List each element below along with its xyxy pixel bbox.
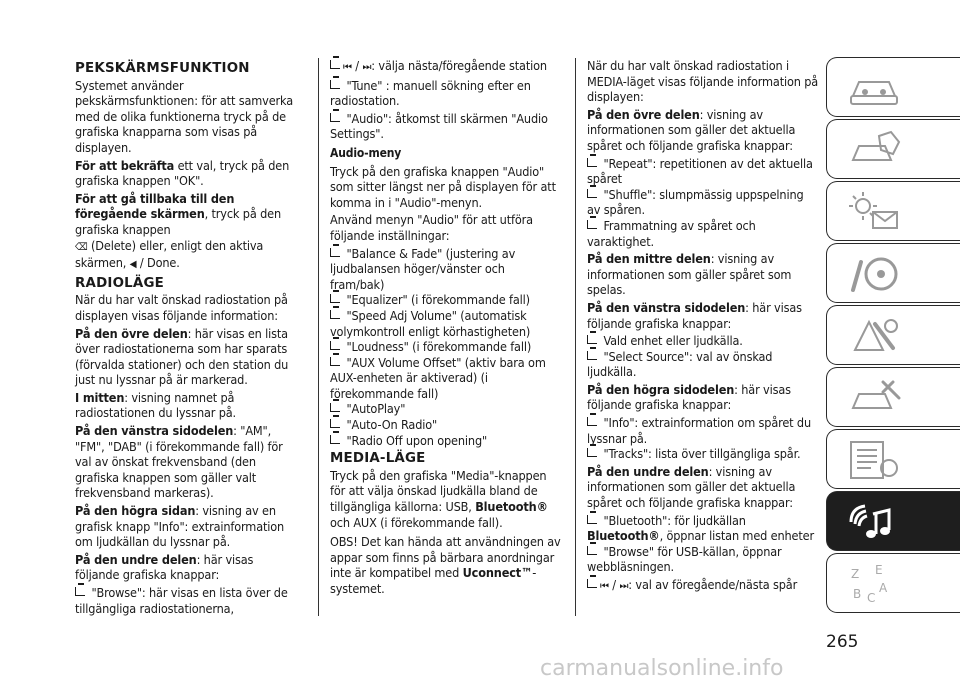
bullet-icon (587, 546, 597, 555)
bullet-icon (587, 417, 597, 426)
bullet-item: "Browse" för USB-källan, öppnar webbläsningen. (587, 543, 782, 575)
bullet-item: "Balance & Fade" (justering av ljudbalansen höger/vänster och fram/bak) (330, 245, 516, 292)
next-track-icon: ⏭ (362, 62, 372, 73)
bullet-item: "Loudness" (i förekommande fall) (330, 339, 562, 355)
bullet-icon (330, 357, 340, 366)
previous-track-icon: ⏮ (343, 62, 352, 73)
page-number: 265 (826, 632, 859, 652)
tab-lights[interactable] (826, 181, 960, 241)
bullet-item: "Browse": här visas en lista över de tillgängliga radiostationerna, (75, 585, 288, 616)
svg-text:E: E (875, 563, 883, 577)
bullet-item: ⏮ / ⏭: val av föregående/nästa spår (587, 577, 819, 595)
bullet-item: "Radio Off upon opening" (330, 433, 562, 449)
watermark: carmanualsonline.info (540, 656, 784, 681)
subheading-audio-meny: Audio-meny (330, 145, 402, 160)
delete-icon: ⌫ (75, 241, 88, 253)
bullet-icon (330, 80, 340, 89)
paragraph: För att bekräfta ett val, tryck på den grafiska knappen "OK". (75, 157, 290, 189)
paragraph: På den vänstra sidodelen: "AM", "FM", "DAB" (i förekommande fall) för val av önskat frekvensband (den grafiska knappen som gäller valt frekvensband markeras). (75, 423, 283, 501)
bullet-item: "Speed Adj Volume" (automatisk volymkontroll enligt körhastigheten) (330, 307, 531, 339)
paragraph: På den undre delen: visning av informationen som gäller det aktuella spåret och följande grafiska knappar: (587, 463, 796, 511)
bullet-icon (330, 435, 340, 444)
column-3 (587, 58, 819, 597)
bullet-icon (330, 113, 340, 122)
previous-track-icon: ⏮ (600, 581, 609, 592)
bullet-icon (587, 351, 597, 360)
bullet-icon (330, 294, 340, 303)
bullet-icon (587, 515, 597, 524)
paragraph: För att gå tillbaka till den föregående skärmen, tryck på den grafiska knappen ⌫ (Delete) eller, enligt den aktiva skärmen, ◀ / Done. (75, 190, 281, 271)
heading-media-lage: MEDIA-LÄGE (330, 451, 426, 467)
bullet-icon (330, 248, 340, 257)
bullet-item: "Shuffle": slumpmässig uppspelning av spåren. (587, 186, 804, 218)
bullet-icon (587, 158, 597, 167)
bullet-item: "Auto-On Radio" (330, 417, 562, 433)
column-1 (75, 58, 301, 618)
column-2 (330, 58, 562, 599)
svg-text:A: A (879, 581, 888, 595)
service-maintenance-icon (845, 376, 905, 420)
tab-emergency[interactable] (826, 305, 960, 365)
heading-pekskarmsfunktion: PEKSKÄRMSFUNKTION (75, 61, 250, 76)
tab-multimedia[interactable] (826, 491, 960, 551)
bullet-item: "Info": extrainformation om spåret du lyssnar på. (587, 415, 811, 446)
tab-index[interactable] (826, 553, 960, 613)
paragraph: När du har valt önskad radiostation i MEDIA-läget visas följande information på displayen: (587, 58, 819, 105)
bullet-icon (587, 335, 597, 344)
paragraph: På den övre delen: visning av informationen som gäller det aktuella spåret och följande grafiska knappar: (587, 106, 796, 153)
bullet-item: Frammatning av spåret och varaktighet. (587, 217, 756, 249)
heading-radiolage: RADIOLÄGE (75, 275, 164, 291)
alphabetical-index-icon (845, 562, 905, 606)
paragraph: Systemet använder pekskärmsfunktionen: för att samverka med de olika funktionerna tryck på de grafiska knapparna som visas på displayen. (75, 77, 294, 155)
paragraph: På den högra sidan: visning av en grafisk knapp "Info": extrainformation om ljudkällan du lyssnar på. (75, 503, 285, 550)
svg-text:B: B (853, 587, 862, 601)
bullet-icon (587, 448, 597, 457)
bullet-item: Vald enhet eller ljudkälla. (587, 333, 819, 349)
bullet-item: ⏮ / ⏭: välja nästa/föregående station (330, 58, 562, 76)
column-divider (318, 58, 319, 616)
bullet-icon (330, 419, 340, 428)
bullet-item: "Equalizer" (i förekommande fall) (330, 292, 562, 308)
paragraph: På den övre delen: här visas en lista över radiostationerna som har sparats (förvalda stationer) och den station du just nu lyssnar på är markerad. (75, 325, 289, 388)
paragraph: På den högra sidodelen: här visas följande grafiska knappar: (587, 381, 791, 413)
paragraph: När du har valt önskad radiostation på displayen visas följande information: (75, 292, 288, 323)
chapter-tabs (826, 57, 960, 615)
bullet-item: "Tune" : manuell sökning efter en radiostation. (330, 77, 531, 109)
bullet-icon (330, 60, 340, 69)
tab-driving[interactable] (826, 243, 960, 303)
bullet-item: "Tracks": lista över tillgängliga spår. (587, 446, 819, 462)
car-safety-icon (845, 128, 905, 172)
bullet-item: "AutoPlay" (330, 401, 562, 417)
back-arrow-icon: ◀ (129, 259, 137, 271)
paragraph: På den vänstra sidodelen: här visas följande grafiska knappar: (587, 299, 802, 331)
paragraph: Tryck på den grafiska knappen "Audio" som sitter längst ner på displayen för att komma in i "Audio"-menyn. (330, 163, 556, 210)
bullet-icon (330, 310, 340, 319)
tab-specs[interactable] (826, 429, 960, 489)
car-dashboard-icon (845, 66, 905, 110)
lights-warning-icon (845, 190, 905, 234)
svg-text:C: C (867, 591, 876, 605)
bullet-icon (330, 403, 340, 412)
bullet-icon (75, 587, 85, 596)
steering-wheel-icon (845, 252, 905, 296)
bullet-item: "Audio": åtkomst till skärmen "Audio Settings". (330, 110, 548, 142)
bullet-icon (587, 220, 597, 229)
next-track-icon: ⏭ (619, 581, 629, 592)
paragraph: OBS! Det kan hända att användningen av appar som finns på bärbara anordningar inte är kompatibel med Uconnect™-systemet. (330, 534, 561, 596)
tab-dashboard[interactable] (826, 57, 960, 117)
bullet-item: "Repeat": repetitionen av det aktuella spåret (587, 155, 813, 187)
column-divider (575, 58, 576, 616)
tab-safety[interactable] (826, 119, 960, 179)
paragraph: På den mittre delen: visning av informationen som gäller spåret som spelas. (587, 251, 792, 298)
bullet-icon (587, 189, 597, 198)
emergency-tools-icon (845, 314, 905, 358)
paragraph: Använd menyn "Audio" för att utföra följande inställningar: (330, 212, 533, 243)
bullet-icon (587, 579, 597, 588)
svg-text:Z: Z (851, 567, 860, 581)
paragraph: I mitten: visning namnet på radiostationen du lyssnar på. (75, 389, 237, 421)
bullet-item: "AUX Volume Offset" (aktiv bara om AUX-enheten är aktiverad) (i förekommande fall) (330, 354, 546, 401)
paragraph: Tryck på den grafiska "Media"-knappen för att välja önskad ljudkälla bland de tillgängliga källorna: USB, Bluetooth® och AUX (i förekommande fall). (330, 467, 548, 530)
specs-list-icon (845, 438, 905, 482)
bullet-item: "Select Source": val av önskad ljudkälla. (587, 348, 773, 380)
bullet-icon (330, 341, 340, 350)
paragraph: På den undre delen: här visas följande grafiska knappar: (75, 551, 254, 583)
multimedia-music-icon (845, 500, 905, 544)
tab-service[interactable] (826, 367, 960, 427)
bullet-item: "Bluetooth": för ljudkällan Bluetooth®, öppnar listan med enheter (587, 512, 814, 544)
